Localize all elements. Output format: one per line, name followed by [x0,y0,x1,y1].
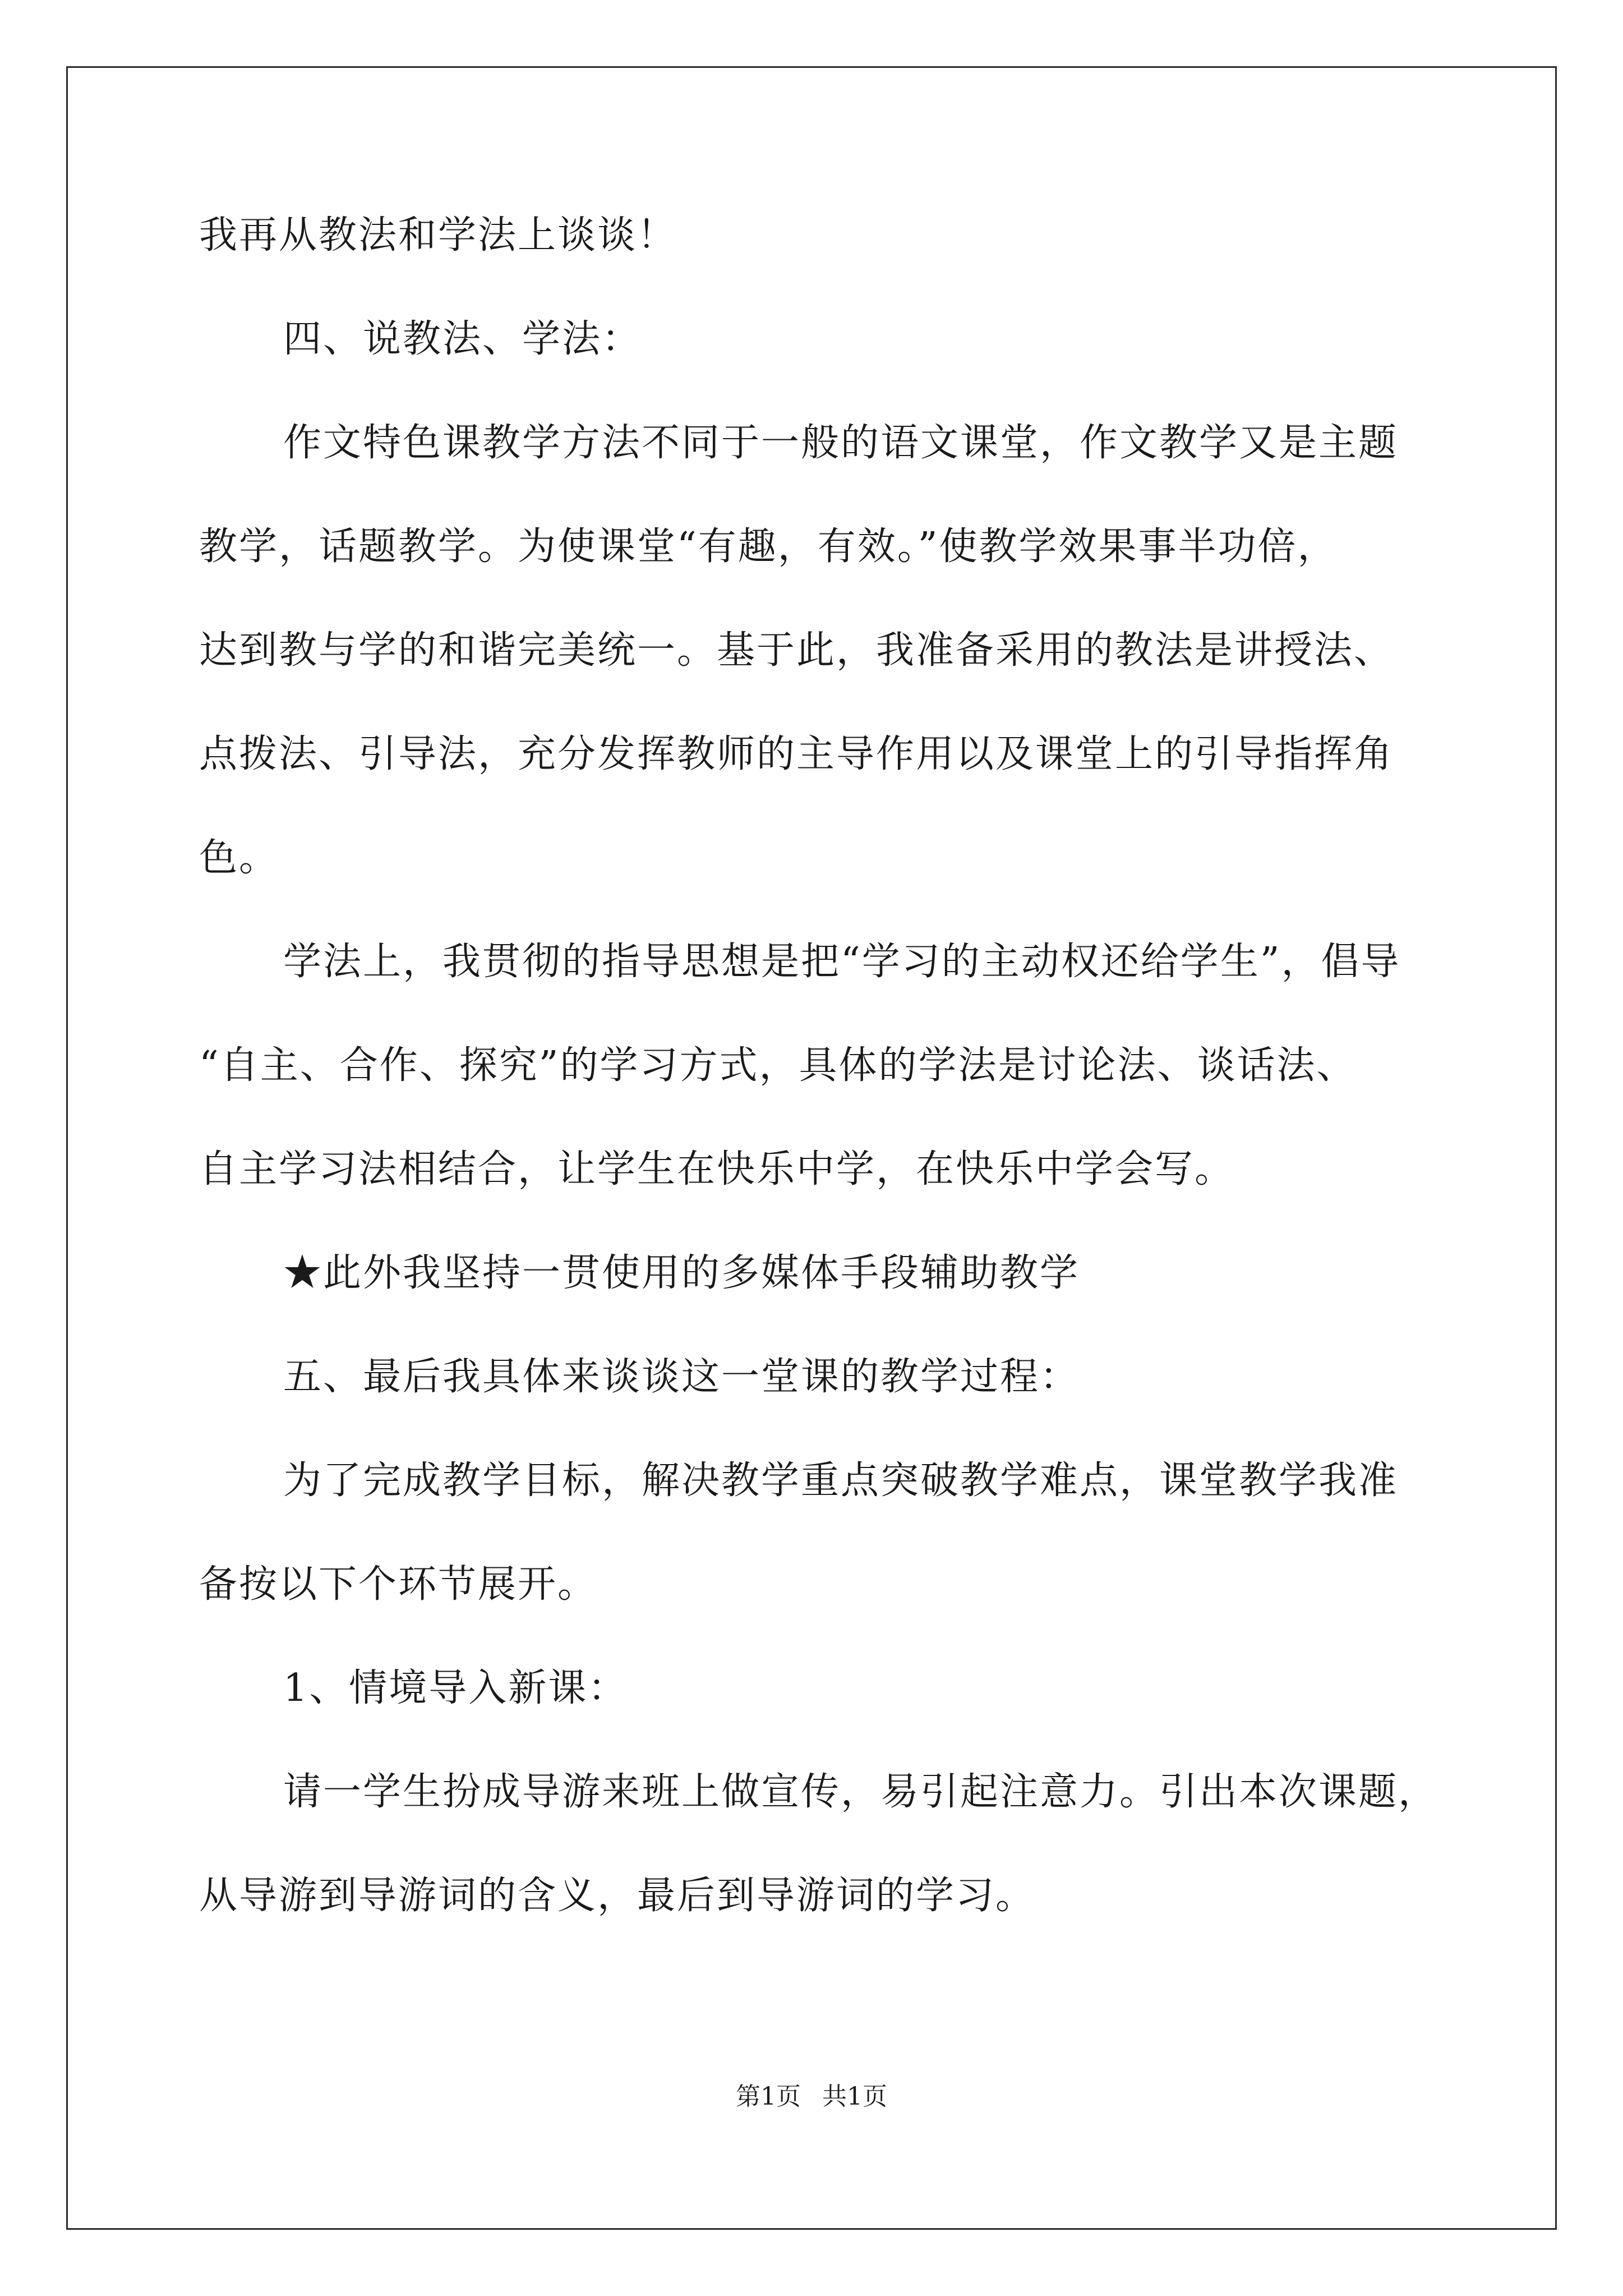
text-line: 为了完成教学目标，解决教学重点突破教学难点，课堂教学我准 [283,1458,1399,1503]
text-line: 达到教与学的和谐完美统一。基于此，我准备采用的教法是讲授法、 [199,628,1394,673]
text-line: 请一学生扮成导游来班上做宣传，易引起注意力。引出本次课题， [283,1770,1438,1814]
text-line: 从导游到导游词的含义，最后到导游词的学习。 [199,1874,1036,1918]
page-footer [0,2081,1623,2113]
text-line: 自主学习法相结合，让学生在快乐中学，在快乐中学会写。 [199,1147,1235,1191]
text-line: “自主、合作、探究”的学习方式，具体的学法是讨论法、谈话法、 [199,1043,1357,1088]
page-number: 第1页 [736,2082,801,2111]
section-heading: 五、最后我具体来谈谈这一堂课的教学过程： [283,1355,1080,1399]
text-line: ★此外我坚持一贯使用的多媒体手段辅助教学 [283,1251,1080,1295]
text-line: 作文特色课教学方法不同于一般的语文课堂，作文教学又是主题 [283,421,1399,465]
section-heading: 四、说教法、学法： [283,317,642,361]
text-line: 我再从教法和学法上谈谈！ [199,213,677,257]
text-line: 备按以下个环节展开。 [199,1562,598,1607]
text-line: 学法上，我贯彻的指导思想是把“学习的主动权还给学生”，倡导 [283,940,1401,984]
page-total: 共1页 [822,2082,887,2111]
text-line: 色。 [199,836,279,880]
text-line: 点拨法、引导法，充分发挥教师的主导作用以及课堂上的引导指挥角 [199,732,1394,776]
subsection-heading: 1、情境导入新课： [283,1666,628,1710]
text-line: 教学，话题教学。为使课堂“有趣，有效。”使教学效果事半功倍， [199,524,1338,569]
